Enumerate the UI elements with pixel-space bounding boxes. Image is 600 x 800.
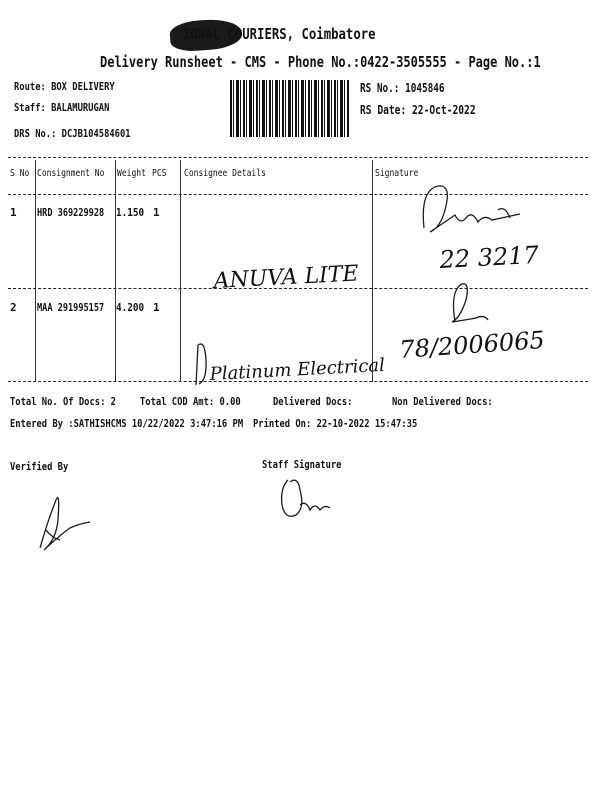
total-docs: Total No. Of Docs: 2	[10, 395, 116, 408]
printed-on: Printed On: 22-10-2022 15:47:35	[253, 417, 418, 430]
document-title: Delivery Runsheet - CMS - Phone No.:0422-3505555 - Page No.:1	[100, 53, 541, 71]
drs-number: DRS No.: DCJB104584601	[14, 127, 131, 140]
row2-signature	[452, 284, 488, 322]
row1-weight: 1.150	[116, 206, 145, 219]
rs-number: RS No.: 1045846	[360, 81, 445, 95]
col-header-pcs: PCS	[152, 168, 167, 179]
row2-sno: 2	[10, 301, 17, 314]
row1-pcs: 1	[153, 206, 160, 219]
route-label: Route: BOX DELIVERY	[14, 80, 115, 93]
row2-consignee-handwritten: Platinum Electrical	[209, 354, 386, 385]
staff-label: Staff: BALAMURUGAN	[14, 101, 110, 114]
total-cod: Total COD Amt: 0.00	[140, 395, 241, 408]
col-header-sno: S No	[10, 168, 30, 179]
col-header-weight: Weight	[117, 168, 146, 179]
row1-consignment: HRD 369229928	[37, 206, 105, 219]
verified-by-label: Verified By	[10, 460, 69, 473]
col-header-consignee: Consignee Details	[184, 168, 266, 179]
row1-consignee-handwritten: ANUVA LITE	[213, 261, 360, 294]
row1-signature-number: 22 3217	[438, 240, 540, 274]
row2-pcs: 1	[153, 301, 160, 314]
row1-signature	[423, 186, 520, 232]
row2-signature-number: 78/2006065	[398, 325, 546, 364]
staff-signature-mark	[282, 480, 330, 516]
verifier-signature	[40, 498, 90, 551]
staff-signature-label: Staff Signature	[262, 458, 342, 471]
row1-sno: 1	[10, 206, 17, 219]
rs-date: RS Date: 22-Oct-2022	[360, 103, 476, 117]
col-header-consignment: Consignment No	[37, 168, 105, 179]
row2-weight: 4.200	[116, 301, 145, 314]
row2-consignee-stroke	[196, 344, 206, 385]
entered-by: Entered By :SATHISHCMS 10/22/2022 3:47:16 PM	[10, 417, 244, 430]
row2-consignment: MAA 291995157	[37, 301, 105, 314]
col-header-signature: Signature	[375, 168, 419, 179]
non-delivered-docs: Non Delivered Docs:	[392, 395, 493, 408]
company-name: IONAL COURIERS, Coimbatore	[183, 25, 376, 43]
delivered-docs: Delivered Docs:	[273, 395, 353, 408]
